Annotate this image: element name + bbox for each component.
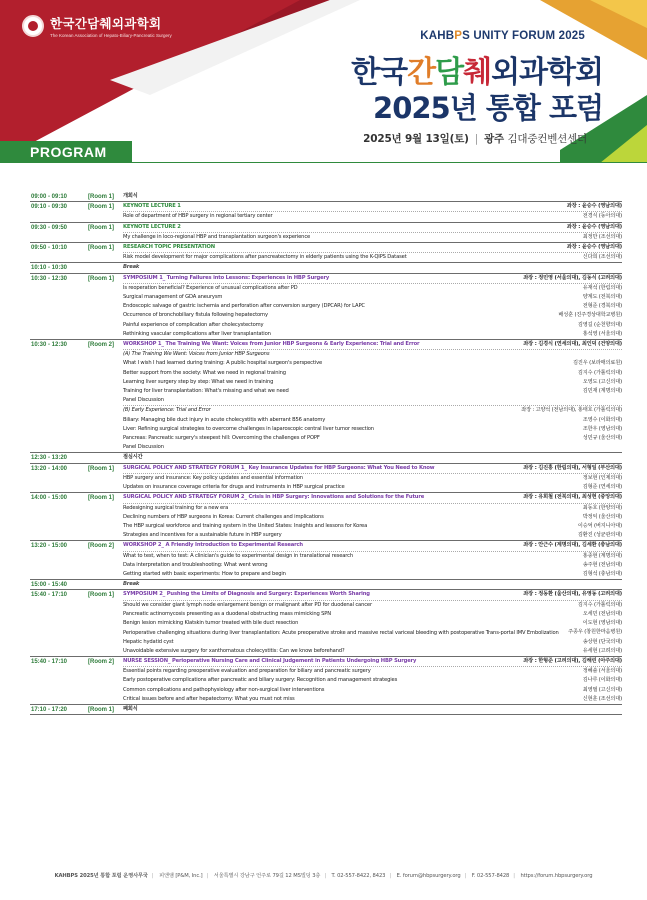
item-title: Pancreatic actinomycosis presenting as a duodenal obstructing mass mimicking SPN <box>123 610 332 617</box>
session-item <box>123 405 622 415</box>
session-heading <box>123 590 622 599</box>
program-session <box>30 541 622 580</box>
session-room: [Room 1] <box>88 245 114 252</box>
session-item <box>123 561 622 570</box>
program-schedule <box>30 192 622 715</box>
item-speaker: 조한우 (영남의대) <box>582 425 622 432</box>
program-session <box>30 493 622 541</box>
session-item <box>123 359 622 368</box>
session-item <box>123 311 622 320</box>
item-title: Critical issues before and after hepatectomy: What you must not miss <box>123 695 295 702</box>
session-time: 15:00 - 15:40 <box>31 582 68 589</box>
program-session <box>30 705 622 715</box>
item-title: SYMPOSIUM 2_ Pushing the Limits of Diagnosis and Surgery: Experiences Worth Sharing <box>123 591 370 598</box>
program-session <box>30 192 622 202</box>
session-item <box>123 378 622 387</box>
item-title: What to test, when to test: A clinician's guide to experimental design in translational research <box>123 552 353 559</box>
session-content <box>123 493 622 540</box>
item-title: Surgical management of GDA aneurysm <box>123 294 223 301</box>
session-heading <box>123 274 622 283</box>
session-item <box>123 387 622 396</box>
session-heading <box>123 493 622 502</box>
item-speaker: 김지수 (가톨릭의대) <box>577 601 622 608</box>
item-title: 개회식 <box>123 193 138 199</box>
program-session <box>30 453 622 463</box>
item-speaker: 김민재 (계명의대) <box>582 388 622 395</box>
event-date-venue: 2025년 9월 13일(토) | 광주 김대중컨벤션센터 <box>363 133 587 145</box>
item-title: Data interpretation and troubleshooting: What went wrong <box>123 561 268 568</box>
session-content <box>123 580 622 589</box>
session-item <box>123 453 622 462</box>
item-speaker: 좌장 : 김진홍 (한림의대), 서형일 (부산의대) <box>523 464 622 471</box>
session-item <box>123 580 622 589</box>
item-title: Declining numbers of HBP surgeons in Korea: Current challenges and implications <box>123 513 324 520</box>
session-content <box>123 274 622 339</box>
session-time: 09:10 - 09:30 <box>31 204 68 211</box>
item-title: Learning liver surgery step by step: What we need in training <box>123 378 274 385</box>
session-item <box>123 293 622 302</box>
session-item <box>123 638 622 647</box>
item-speaker: 유세현 (고려의대) <box>582 647 622 654</box>
session-time: 09:00 - 09:10 <box>31 194 68 200</box>
program-session <box>30 223 622 243</box>
item-title: Break <box>123 264 140 271</box>
session-item <box>123 396 622 405</box>
session-item <box>123 232 622 242</box>
item-speaker: 홍석영 (서울의대) <box>582 330 622 337</box>
item-speaker: 정보현 (인제의대) <box>582 474 622 481</box>
session-item <box>123 369 622 378</box>
footer-company: 피앤앰 [P&M, Inc.] <box>159 873 203 879</box>
item-speaker: 좌장 : 유희철 (전북의대), 최성현 (중앙의대) <box>523 494 622 501</box>
session-item <box>123 349 622 359</box>
program-session <box>30 590 622 657</box>
session-item <box>123 705 622 714</box>
item-title: Getting started with basic experiments: How to prepare and begin <box>123 570 286 577</box>
item-title: Hepatic hydatid cyst <box>123 638 174 645</box>
item-title: Strategies and incentives for a sustainable future in HBP surgery <box>123 532 282 539</box>
footer-org: KAHBPS 2025년 통합 포럼 운영사무국 <box>54 873 148 879</box>
item-title: Panel Discussion <box>123 397 164 404</box>
item-speaker: 박정익 (울산의대) <box>582 513 622 520</box>
item-title: Essential points regarding preoperative evaluation and preparation for biliary and pancreatic surgery <box>123 668 371 675</box>
session-content <box>123 340 622 452</box>
item-title: Benign lesion mimicking Klatskin tumor treated with bile duct resection <box>123 619 299 626</box>
society-name: 한국간담췌외과학회 <box>50 16 162 31</box>
item-speaker: 오영도 (고신의대) <box>582 378 622 385</box>
session-content <box>123 705 622 714</box>
session-time: 15:40 - 17:10 <box>31 658 68 665</box>
item-speaker: 좌장 : 고양석 (전남의대), 홍태호 (가톨릭의대) <box>521 407 622 414</box>
item-title: Updates on insurance coverage criteria for drugs and instruments in HBP surgical practice <box>123 484 345 491</box>
program-session <box>30 263 622 273</box>
footer-tel: T. 02-557-8422, 8423 <box>331 873 386 879</box>
session-item <box>123 483 622 492</box>
item-speaker: 주종우 (창원한마음병원) <box>568 629 622 636</box>
item-speaker: 최동호 (한양의대) <box>582 504 622 511</box>
item-speaker: 김형석 (충남의대) <box>582 570 622 577</box>
session-heading <box>123 223 622 232</box>
item-speaker: 좌장 : 정민영 (서울의대), 김동식 (고려의대) <box>523 274 622 281</box>
item-speaker: 김영길 (순천향의대) <box>577 321 622 328</box>
item-speaker: 김진우 (보라매의료원) <box>573 360 622 367</box>
session-item <box>123 263 622 272</box>
session-content <box>123 453 622 462</box>
item-speaker: 송상현 (단국의대) <box>582 638 622 645</box>
session-item <box>123 416 622 425</box>
item-title: KEYNOTE LECTURE 2 <box>123 223 181 230</box>
item-title: RESEARCH TOPIC PRESENTATION <box>123 244 215 251</box>
item-speaker: 신현훈 (조선의대) <box>582 695 622 702</box>
footer-email[interactable]: E. forum@hbpsurgery.org <box>396 873 461 879</box>
item-title: My challenge in loco-regional HBP and transplantation surgeon's experience <box>123 233 311 240</box>
session-room: [Room 1] <box>88 592 114 599</box>
session-room: [Room 1] <box>88 204 114 211</box>
program-session <box>30 657 622 705</box>
session-item <box>123 647 622 656</box>
session-item <box>123 211 622 221</box>
program-session <box>30 243 622 263</box>
item-title: Liver: Refining surgical strategies to overcome challenges in laparoscopic central liver tumor resection <box>123 425 374 432</box>
session-room <box>88 580 123 589</box>
item-speaker: 배성훈 (진주경상대학교병원) <box>558 312 622 319</box>
item-title: (B) Early Experience: Trial and Error <box>123 407 211 414</box>
header-divider <box>132 162 647 163</box>
session-content <box>123 590 622 656</box>
item-speaker: 송주현 (전남의대) <box>582 561 622 568</box>
poster-header <box>0 0 647 172</box>
footer-url[interactable]: https://forum.hbpsurgery.org <box>520 873 593 879</box>
session-time: 12:30 - 13:20 <box>31 455 68 462</box>
session-item <box>123 676 622 685</box>
item-title: Role of department of HBP surgery in regional tertiary center <box>123 213 273 220</box>
session-item <box>123 513 622 522</box>
item-speaker: 성민규 (울산의대) <box>582 435 622 442</box>
session-heading <box>123 541 622 550</box>
item-speaker: 좌장 : 한형준 (고려의대), 김해린 (아주의대) <box>523 657 622 664</box>
session-item <box>123 302 622 311</box>
item-title: What I wish I had learned during training: A public hospital surgeon's perspective <box>123 360 323 367</box>
session-item <box>123 503 622 513</box>
program-session <box>30 274 622 340</box>
session-time: 10:30 - 12:30 <box>31 342 68 349</box>
item-speaker: 전형준 (경북의대) <box>582 303 622 310</box>
session-time: 15:40 - 17:10 <box>31 592 68 599</box>
session-time: 09:30 - 09:50 <box>31 224 68 231</box>
program-session <box>30 202 622 222</box>
item-title: 점심시간 <box>123 454 143 461</box>
item-speaker: 좌장 : 정동환 (울산의대), 유영동 (고려의대) <box>523 591 622 598</box>
session-heading <box>123 243 622 252</box>
session-room: [Room 1] <box>88 275 114 282</box>
session-time: 17:10 - 17:20 <box>31 706 68 713</box>
item-title: Risk model development for major complications after pancreatectomy in elderly patients using the K-QIPS Dataset <box>123 254 407 261</box>
item-title: (A) The Training We Want: Voices from Junior HBP Surgeons <box>123 351 270 358</box>
program-label: PROGRAM <box>0 141 132 163</box>
session-content <box>123 223 622 242</box>
item-speaker: 전경식 (동아의대) <box>582 213 622 220</box>
item-speaker: 좌장 : 안근수 (계명의대), 김세환 (충남의대) <box>523 542 622 549</box>
session-item <box>123 425 622 434</box>
session-room: [Room 1] <box>88 224 114 231</box>
event-city: 광주 <box>484 133 504 145</box>
session-item <box>123 252 622 262</box>
society-subtitle: The Korean Association of Hepato-Biliary-Pancreatic Surgery <box>50 33 172 38</box>
item-speaker: 김형준 (연세의대) <box>582 484 622 491</box>
item-title: WORKSHOP 2_ A Friendly Introduction to Experimental Research <box>123 542 303 549</box>
session-item <box>123 551 622 561</box>
footer-fax: F. 02-557-8428 <box>471 873 510 879</box>
item-speaker: 좌장 : 윤승수 (영남의대) <box>566 203 622 210</box>
item-speaker: 좌장 : 윤승수 (영남의대) <box>566 223 622 230</box>
item-speaker: 오세민 (전남의대) <box>582 610 622 617</box>
session-room: [Room 2] <box>88 658 114 665</box>
event-venue: 김대중컨벤션센터 <box>507 133 587 145</box>
session-time: 13:20 - 14:00 <box>31 465 68 472</box>
item-title: SURGICAL POLICY AND STRATEGY FORUM 1_ Key Insurance Updates for HBP Surgeons: What You Need to Know <box>123 464 435 471</box>
item-title: KEYNOTE LECTURE 1 <box>123 203 181 210</box>
item-speaker: 이승억 (버지니아대) <box>577 522 622 529</box>
session-content <box>123 657 622 704</box>
item-title: The HBP surgical workforce and training system in the United States: Insights and lessons for Korea <box>123 522 368 529</box>
session-room: [Room 2] <box>88 543 114 550</box>
item-speaker: 양계도 (전북의대) <box>582 294 622 301</box>
program-session <box>30 580 622 590</box>
item-title: Panel Discussion <box>123 444 164 451</box>
session-room: [Room 1] <box>88 706 114 713</box>
item-title: Painful experience of complication after cholecystectomy <box>123 321 264 328</box>
item-speaker: 홍종현 (계명의대) <box>582 552 622 559</box>
item-speaker: 조영수 (이화의대) <box>582 416 622 423</box>
item-title: Early postoperative complications after pancreatic and biliary surgery: Recognition and management strategies <box>123 677 398 684</box>
session-item <box>123 686 622 695</box>
item-title: Break <box>123 581 140 588</box>
session-content <box>123 243 622 262</box>
program-session <box>30 340 622 453</box>
item-title: Unavoidable extensive surgery for xanthomatous cholecystitis: Can we know beforehand? <box>123 647 345 654</box>
item-speaker: 김환진 (성균관의대) <box>577 532 622 539</box>
session-room <box>88 263 123 272</box>
item-speaker: 김나루 (이화의대) <box>582 677 622 684</box>
main-title-line1: 한국간담췌외과학회 <box>351 55 603 90</box>
item-title: Endoscopic salvage of gastric ischemia and perforation after conversion surgery (DPCAR) for LAPC <box>123 303 365 310</box>
program-session <box>30 464 622 494</box>
item-title: Biliary: Managing bile duct injury in acute cholecystitis with aberrant B56 anatomy <box>123 416 326 423</box>
session-item <box>123 330 622 339</box>
session-room: [Room 1] <box>88 465 114 472</box>
session-item <box>123 570 622 579</box>
session-time: 10:30 - 12:30 <box>31 275 68 282</box>
session-time: 14:00 - 15:00 <box>31 495 68 502</box>
item-speaker: 김지수 (가톨릭의대) <box>577 369 622 376</box>
session-content <box>123 464 622 493</box>
footer-contact: KAHBPS 2025년 통합 포럼 운영사무국 | 피앤앰 [P&M, Inc.] | 서울특별시 강남구 언주로 79길 12 MS빌딩 3층 | T. 02-557-8422, 8423 | E. forum@hbpsurgery.org | F. 02-557-8428 | https://forum.hbpsurgery.org <box>54 873 593 879</box>
society-logo <box>22 14 172 38</box>
item-title: Training for liver transplantation: What's missing and what we need <box>123 388 289 395</box>
session-time: 10:10 - 10:30 <box>31 265 68 272</box>
item-title: Better support from the society: What we need in regional training <box>123 369 286 376</box>
session-heading <box>123 202 622 211</box>
session-content <box>123 541 622 579</box>
session-item <box>123 628 622 637</box>
session-content <box>123 263 622 272</box>
item-speaker: 좌장 : 윤승수 (영남의대) <box>566 244 622 251</box>
session-item <box>123 666 622 676</box>
item-title: HBP surgery and insurance: Key policy updates and essential information <box>123 474 303 481</box>
session-heading <box>123 464 622 473</box>
session-item <box>123 321 622 330</box>
item-speaker: 유재석 (한림의대) <box>582 284 622 291</box>
item-title: Should we consider giant lymph node enlargement benign or malignant after PD for duodenal cancer <box>123 601 372 608</box>
item-title: NURSE SESSION_ Perioperative Nursing Care and Clinical Judgement in Patients Undergoing HBP Surgery <box>123 657 417 664</box>
society-seal-icon <box>22 15 44 37</box>
item-speaker: 이도현 (영남의대) <box>582 619 622 626</box>
item-speaker: 최영필 (고신의대) <box>582 686 622 693</box>
session-room: [Room 1] <box>88 194 114 200</box>
item-title: Perioperative challenging situations during liver transplantation: Acute preoperative stroke and massive rectal variceal bleeding with postoperative Trans-portal IMV Embolization <box>123 629 559 636</box>
session-item <box>123 192 622 201</box>
session-item <box>123 610 622 619</box>
item-title: 폐회식 <box>123 705 138 712</box>
session-item <box>123 283 622 293</box>
session-room: [Room 1] <box>88 495 114 502</box>
session-item <box>123 473 622 483</box>
session-item <box>123 443 622 452</box>
session-time: 09:50 - 10:10 <box>31 245 68 252</box>
session-item <box>123 695 622 704</box>
item-title: Rethinking vascular complications after liver transplantation <box>123 330 271 337</box>
item-speaker: 좌장 : 김경식 (연세의대), 최인덕 (건양의대) <box>523 341 622 348</box>
session-content <box>123 192 622 201</box>
session-heading <box>123 657 622 666</box>
item-speaker: 신다희 (조선의대) <box>582 254 622 261</box>
item-title: SYMPOSIUM 1_ Turning Failures into Lessons: Experiences in HBP Surgery <box>123 274 330 281</box>
forum-english-title: KAHBPS UNITY FORUM 2025 <box>420 30 585 42</box>
session-item <box>123 531 622 540</box>
session-item <box>123 522 622 531</box>
item-title: Redesigning surgical training for a new era <box>123 504 229 511</box>
session-room: [Room 2] <box>88 342 114 349</box>
footer-address: 서울특별시 강남구 언주로 79길 12 MS빌딩 3층 <box>213 873 321 879</box>
session-content <box>123 202 622 221</box>
session-item <box>123 434 622 443</box>
item-title: WORKSHOP 1_ The Training We Want: Voices from Junior HBP Surgeons & Early Experience: Trial and Error <box>123 341 420 348</box>
item-title: Pancreas: Pancreatic surgery's steepest hill: Overcoming the challenges of POPF <box>123 435 320 442</box>
main-title-line2: 2025년 통합 포럼 <box>373 91 603 125</box>
session-room <box>88 453 123 462</box>
event-date: 2025년 9월 13일(토) <box>363 133 469 145</box>
item-title: Common complications and pathophysiology after non-surgical liver interventions <box>123 686 325 693</box>
session-time: 13:20 - 15:00 <box>31 543 68 550</box>
session-item <box>123 619 622 628</box>
session-item <box>123 600 622 610</box>
session-heading <box>123 340 622 349</box>
item-title: Occurrence of bronchobiliary fistula following hepatectomy <box>123 312 268 319</box>
item-speaker: 정혜솔 (서울의대) <box>582 668 622 675</box>
item-title: SURGICAL POLICY AND STRATEGY FORUM 2_ Crisis in HBP Surgery: Innovations and Solutions for the Future <box>123 494 425 501</box>
item-speaker: 최정만 (조선의대) <box>582 233 622 240</box>
item-title: Is reoperation beneficial? Experience of unusual complications after PD <box>123 284 298 291</box>
